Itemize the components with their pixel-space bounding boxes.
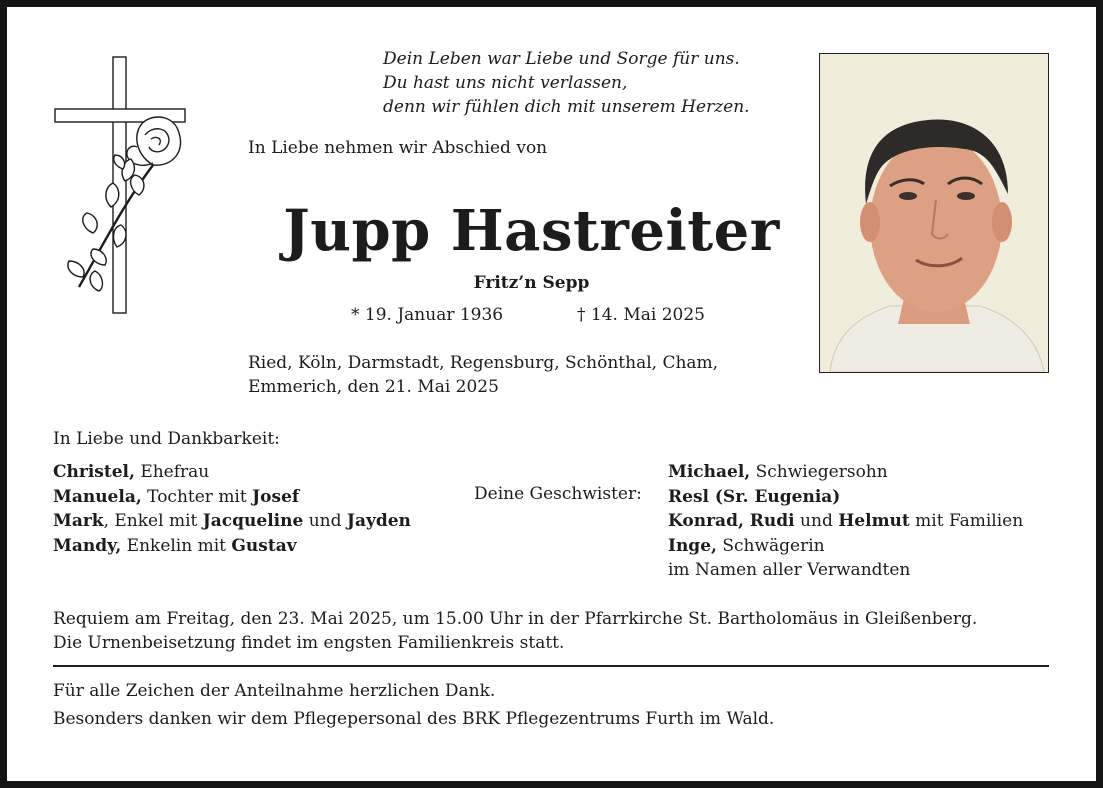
mourners-heading: In Liebe und Dankbarkeit: [53,429,280,449]
poem-line-2: Du hast uns nicht verlassen, [383,73,628,93]
poem [383,47,750,119]
requiem-line-1: Requiem am Freitag, den 23. Mai 2025, um 15.00 Uhr in der Pfarrkirche St. Bartholomäus in Gleißenberg. [53,609,978,629]
divider-line [53,665,1049,667]
siblings-label: Deine Geschwister: [474,484,642,504]
birth-date: * 19. Januar 1936 [351,305,504,325]
requiem-line-2: Die Urnenbeisetzung findet im engsten Familienkreis statt. [53,633,565,653]
mourner-line: Konrad, Rudi und Helmut mit Familien [668,511,1024,531]
portrait-image [820,54,1048,372]
mourners-right-column [668,460,1023,583]
portrait-photo [819,53,1049,373]
thanks-line-2: Besonders danken wir dem Pflegepersonal des BRK Pflegezentrums Furth im Wald. [53,709,775,729]
mourner-line: Mandy, Enkelin mit Gustav [53,535,297,556]
mourner-line: Inge, Schwägerin [668,535,825,556]
mourner-line: Michael, Schwiegersohn [668,462,888,482]
deceased-name: Jupp Hastreiter [283,198,780,264]
mourners-left-column [53,460,411,558]
thanks-note [53,677,774,733]
poem-line-3: denn wir fühlen dich mit unserem Herzen. [383,97,750,117]
thanks-line-1: Für alle Zeichen der Anteilnahme herzlichen Dank. [53,681,496,701]
place-and-date [248,351,718,399]
place-line-1: Ried, Köln, Darmstadt, Regensburg, Schönthal, Cham, [248,353,719,373]
intro-text: In Liebe nehmen wir Abschied von [248,138,548,158]
poem-line-1: Dein Leben war Liebe und Sorge für uns. [383,49,740,69]
death-date: † 14. Mai 2025 [577,305,705,325]
requiem-info [53,607,977,655]
place-line-2: Emmerich, den 21. Mai 2025 [248,377,499,397]
mourner-line: Mark, Enkel mit Jacqueline und Jayden [53,511,411,531]
deceased-nickname: Fritz’n Sepp [473,273,590,293]
mourner-line: Christel, Ehefrau [53,462,210,482]
mourner-line: Resl (Sr. Eugenia) [668,486,841,507]
mourner-line: im Namen aller Verwandten [668,560,911,580]
mourner-line: Manuela, Tochter mit Josef [53,486,300,507]
